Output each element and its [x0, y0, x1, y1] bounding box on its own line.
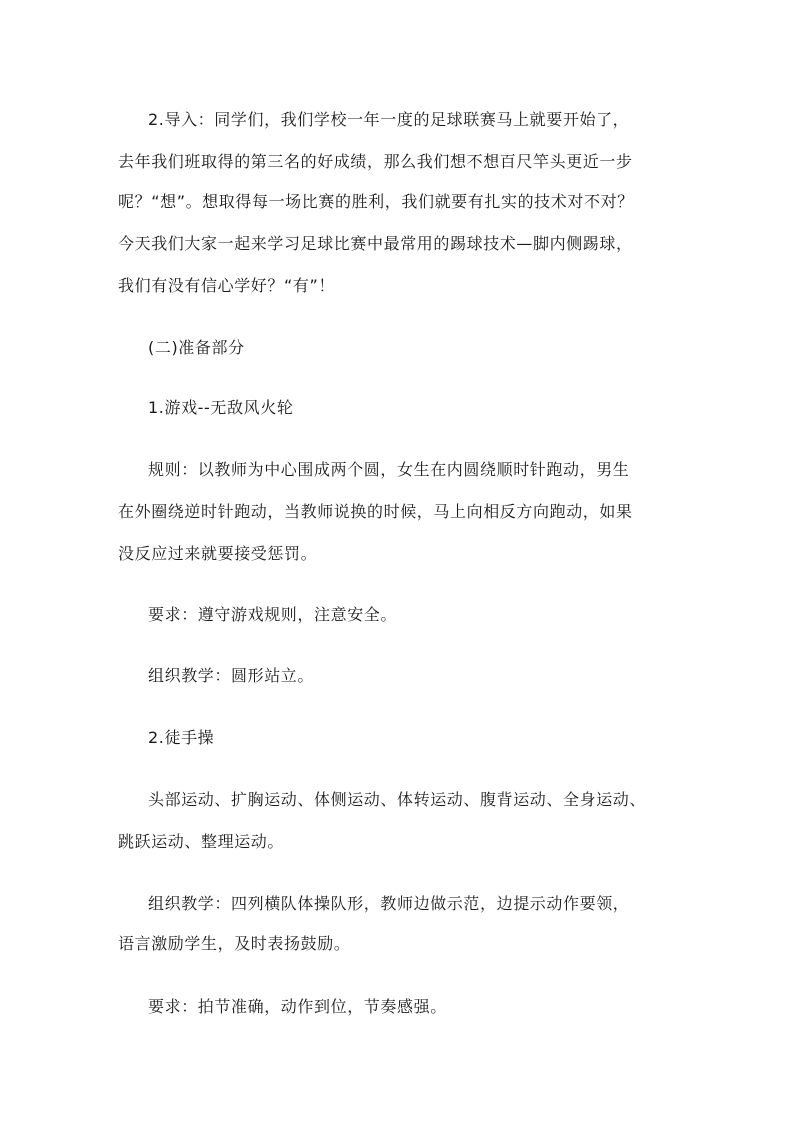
game-organization: 组织教学：圆形站立。: [148, 666, 315, 685]
exercise-organization-line-2: 语言激励学生，及时表扬鼓励。: [118, 934, 351, 953]
intro-line-5: 我们有没有信心学好？“有”！: [118, 276, 335, 295]
exercise-items-line-1: 头部运动、扩胸运动、体侧运动、体转运动、腹背运动、全身运动、: [148, 790, 647, 809]
rules-line-2: 在外圈绕逆时针跑动，当教师说换的时候，马上向相反方向跑动，如果: [118, 502, 633, 521]
section-heading: (二)准备部分: [148, 338, 245, 357]
rules-line-3: 没反应过来就要接受惩罚。: [118, 544, 318, 563]
intro-line-2: 去年我们班取得的第三名的好成绩，那么我们想不想百尺竿头更近一步: [118, 152, 633, 171]
game-requirement: 要求：遵守游戏规则，注意安全。: [148, 605, 398, 624]
intro-line-1: 2.导入：同学们，我们学校一年一度的足球联赛马上就要开始了，: [148, 110, 630, 129]
exercise-items-line-2: 跳跃运动、整理运动。: [118, 832, 285, 851]
exercise-requirement: 要求：拍节准确，动作到位，节奏感强。: [148, 997, 447, 1016]
intro-line-3: 呢？“想”。想取得每一场比赛的胜利，我们就要有扎实的技术对不对？: [118, 192, 634, 211]
rules-line-1: 规则：以教师为中心围成两个圆，女生在内圆绕顺时针跑动，男生: [148, 460, 630, 479]
exercise-heading: 2.徒手操: [148, 728, 215, 747]
intro-line-4: 今天我们大家一起来学习足球比赛中最常用的踢球技术—脚内侧踢球，: [118, 234, 633, 253]
exercise-organization-line-1: 组织教学：四列横队体操队形，教师边做示范，边提示动作要领，: [148, 894, 630, 913]
game-heading: 1.游戏--无敌风火轮: [148, 398, 294, 417]
